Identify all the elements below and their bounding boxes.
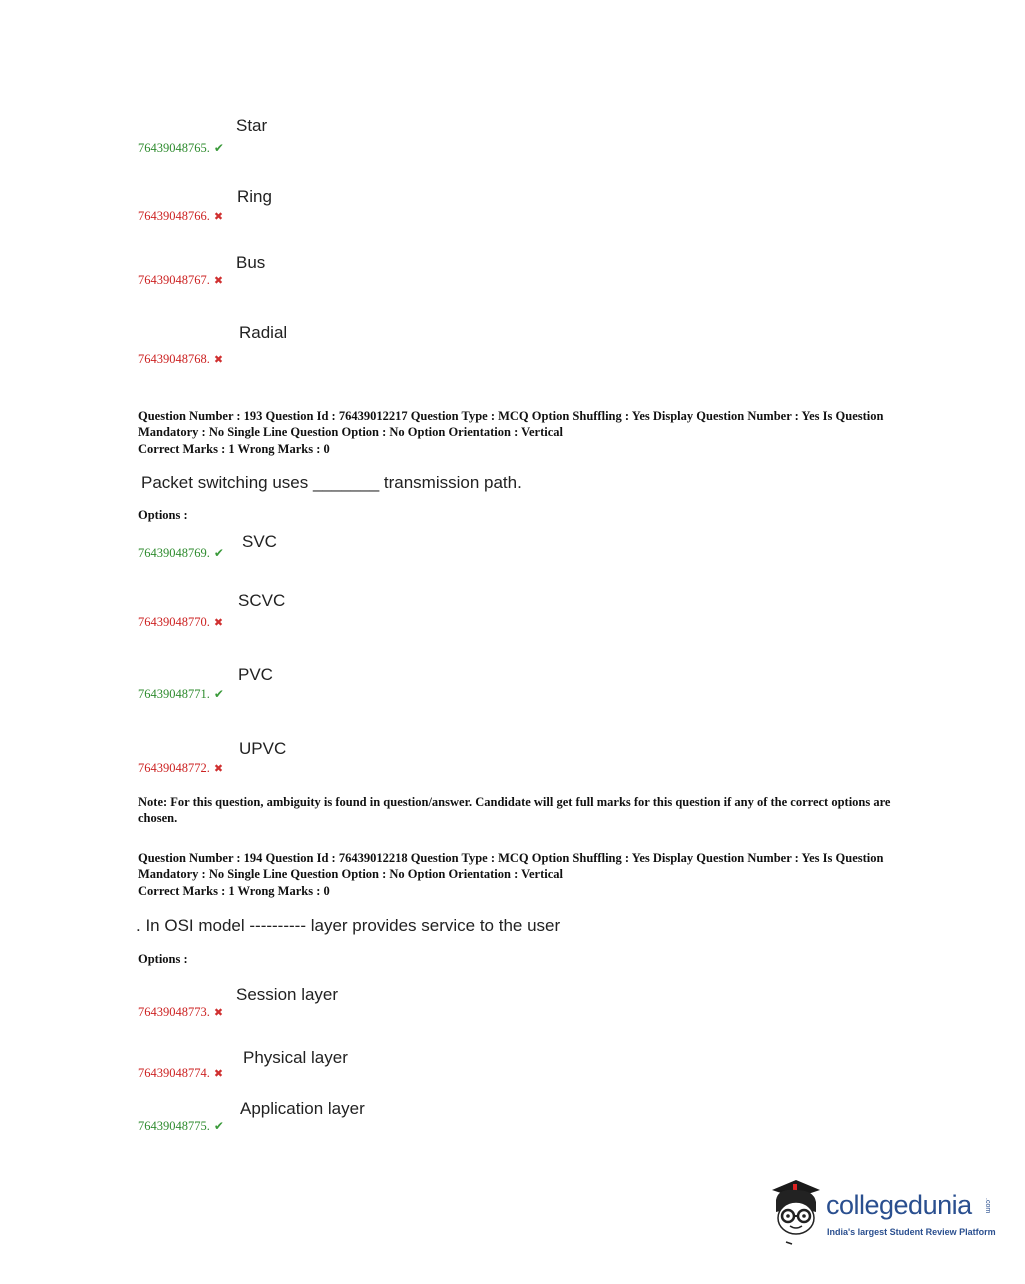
- logo-tagline: India's largest Student Review Platform: [827, 1227, 996, 1237]
- question-marks: Correct Marks : 1 Wrong Marks : 0: [138, 442, 330, 456]
- option-id: 76439048765. ✔: [138, 141, 224, 155]
- option-text: Star: [236, 116, 268, 135]
- option-text: Ring: [237, 187, 272, 206]
- ambiguity-note: Note: For this question, ambiguity is found in question/answer. Candidate will get full marks for this question if any of the correct options are chosen.: [138, 795, 891, 825]
- option-text: Radial: [239, 323, 288, 342]
- question-marks: Correct Marks : 1 Wrong Marks : 0: [138, 884, 330, 898]
- collegedunia-logo: [766, 1176, 996, 1246]
- mascot-icon: [766, 1176, 826, 1246]
- option-text: PVC: [238, 665, 273, 684]
- option-id: 76439048769. ✔: [138, 546, 224, 560]
- options-label: Options :: [138, 508, 188, 522]
- option-id: 76439048771. ✔: [138, 687, 224, 701]
- check-icon: ✔: [213, 687, 224, 701]
- option-id: 76439048768. ✖: [138, 352, 224, 366]
- option-text: Application layer: [240, 1099, 365, 1118]
- cross-icon: ✖: [213, 1006, 224, 1019]
- check-icon: ✔: [213, 546, 224, 560]
- option-text: SCVC: [238, 591, 286, 610]
- question-meta: Question Number : 193 Question Id : 76439012217 Question Type : MCQ Option Shuffling : Yes Display Question Number : Yes Is Question Mandatory : No Single Line Question Option : No Option Orientation : Vertical: [138, 409, 884, 439]
- option-id: 76439048766. ✖: [138, 209, 224, 223]
- question-text: . In OSI model ---------- layer provides service to the user: [136, 916, 561, 935]
- option-text: Session layer: [236, 985, 339, 1004]
- option-id: 76439048767. ✖: [138, 273, 224, 287]
- option-id: 76439048772. ✖: [138, 761, 224, 775]
- check-icon: ✔: [213, 1119, 224, 1133]
- option-text: Physical layer: [243, 1048, 348, 1067]
- cross-icon: ✖: [213, 353, 224, 366]
- question-meta: Question Number : 194 Question Id : 76439012218 Question Type : MCQ Option Shuffling : Yes Display Question Number : Yes Is Question Mandatory : No Single Line Question Option : No Option Orientation : Vertical: [138, 851, 884, 881]
- option-text: UPVC: [239, 739, 287, 758]
- cross-icon: ✖: [213, 762, 224, 775]
- logo-wordmark: collegedunia: [826, 1190, 972, 1220]
- check-icon: ✔: [213, 141, 224, 155]
- option-id: 76439048775. ✔: [138, 1119, 224, 1133]
- cross-icon: ✖: [213, 1067, 224, 1080]
- option-id: 76439048770. ✖: [138, 615, 224, 629]
- option-id: 76439048774. ✖: [138, 1066, 224, 1080]
- option-id: 76439048773. ✖: [138, 1005, 224, 1019]
- question-text: Packet switching uses _______ transmission path.: [141, 473, 522, 492]
- options-label: Options :: [138, 952, 188, 966]
- option-text: Bus: [236, 253, 266, 272]
- cross-icon: ✖: [213, 616, 224, 629]
- option-text: SVC: [242, 532, 277, 551]
- cross-icon: ✖: [213, 210, 224, 223]
- cross-icon: ✖: [213, 274, 224, 287]
- logo-com: .com: [984, 1198, 991, 1214]
